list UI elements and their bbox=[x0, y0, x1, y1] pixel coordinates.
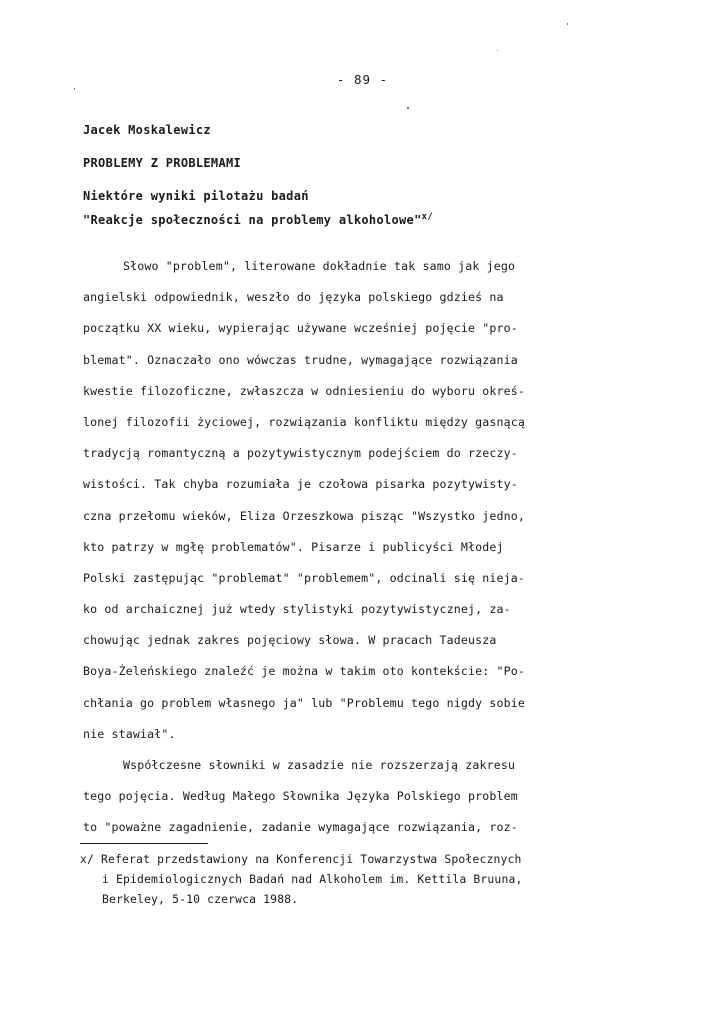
author-name: Jacek Moskalewicz bbox=[83, 123, 211, 137]
subtitle-line-2 bbox=[83, 212, 433, 227]
footnote-divider bbox=[80, 843, 208, 844]
footnote-line: Berkeley, 5-10 czerwca 1988. bbox=[102, 892, 299, 906]
body-line: tradycją romantyczną a pozytywistycznym podejściem do rzeczy- bbox=[83, 446, 518, 461]
body-text bbox=[83, 251, 623, 844]
body-line: blemat". Oznaczało ono wówczas trudne, wymagające rozwiązania bbox=[83, 352, 518, 367]
body-line: lonej filozofii życiowej, rozwiązania konfliktu między gasnącą bbox=[83, 414, 526, 429]
scan-speck bbox=[74, 88, 75, 90]
body-line: początku XX wieku, wypierając używane wcześniej pojęcie "pro- bbox=[83, 321, 518, 336]
footnote bbox=[80, 849, 640, 909]
body-line: tego pojęcia. Według Małego Słownika Języka Polskiego problem bbox=[83, 789, 518, 804]
footnote-line: i Epidemiologicznych Badań nad Alkoholem im. Kettila Bruuna, bbox=[102, 872, 523, 886]
body-line: nie stawiał". bbox=[83, 726, 176, 741]
body-line: kwestie filozoficzne, zwłaszcza w odniesieniu do wyboru okreś- bbox=[83, 383, 526, 398]
scan-speck bbox=[497, 50, 498, 51]
scan-speck bbox=[567, 23, 568, 25]
article-title: PROBLEMY Z PROBLEMAMI bbox=[83, 156, 242, 170]
body-line: wistości. Tak chyba rozumiała je czołowa pisarka pozytywisty- bbox=[83, 477, 518, 492]
body-line: Boya-Żeleńskiego znaleźć je można w takim oto kontekście: "Po- bbox=[83, 664, 526, 679]
footnote-marker: x/ bbox=[421, 212, 434, 222]
body-line: chowując jednak zakres pojęciowy słowa. W pracach Tadeusza bbox=[83, 633, 497, 648]
subtitle-line-1: Niektóre wyniki pilotażu badań bbox=[83, 189, 309, 203]
body-line: Współczesne słowniki w zasadzie nie rozszerzają zakresu bbox=[123, 758, 516, 772]
body-line: kto patrzy w mgłę problematów". Pisarze i publicyści Młodej bbox=[83, 539, 504, 554]
body-line: chłania go problem własnego ja" lub "Problemu tego nigdy sobie bbox=[83, 695, 526, 710]
page-number: - 89 - bbox=[336, 72, 389, 87]
body-line: ko od archaicznej już wtedy stylistyki pozytywistycznej, za- bbox=[83, 602, 511, 617]
body-line: angielski odpowiednik, weszło do języka polskiego gdzieś na bbox=[83, 290, 504, 305]
body-line: Polski zastępując "problemat" "problemem", odcinali się nieja- bbox=[83, 570, 526, 585]
scan-speck bbox=[407, 107, 409, 109]
subtitle-line-2-text: "Reakcje społeczności na problemy alkoholowe" bbox=[83, 213, 422, 227]
footnote-line: x/ Referat przedstawiony na Konferencji Towarzystwa Społecznych bbox=[80, 852, 522, 866]
body-line: to "poważne zagadnienie, zadanie wymagające rozwiązania, roz- bbox=[83, 820, 518, 835]
body-line: Słowo "problem", literowane dokładnie tak samo jak jego bbox=[123, 259, 516, 273]
body-line: czna przełomu wieków, Eliza Orzeszkowa pisząc "Wszystko jedno, bbox=[83, 508, 526, 523]
